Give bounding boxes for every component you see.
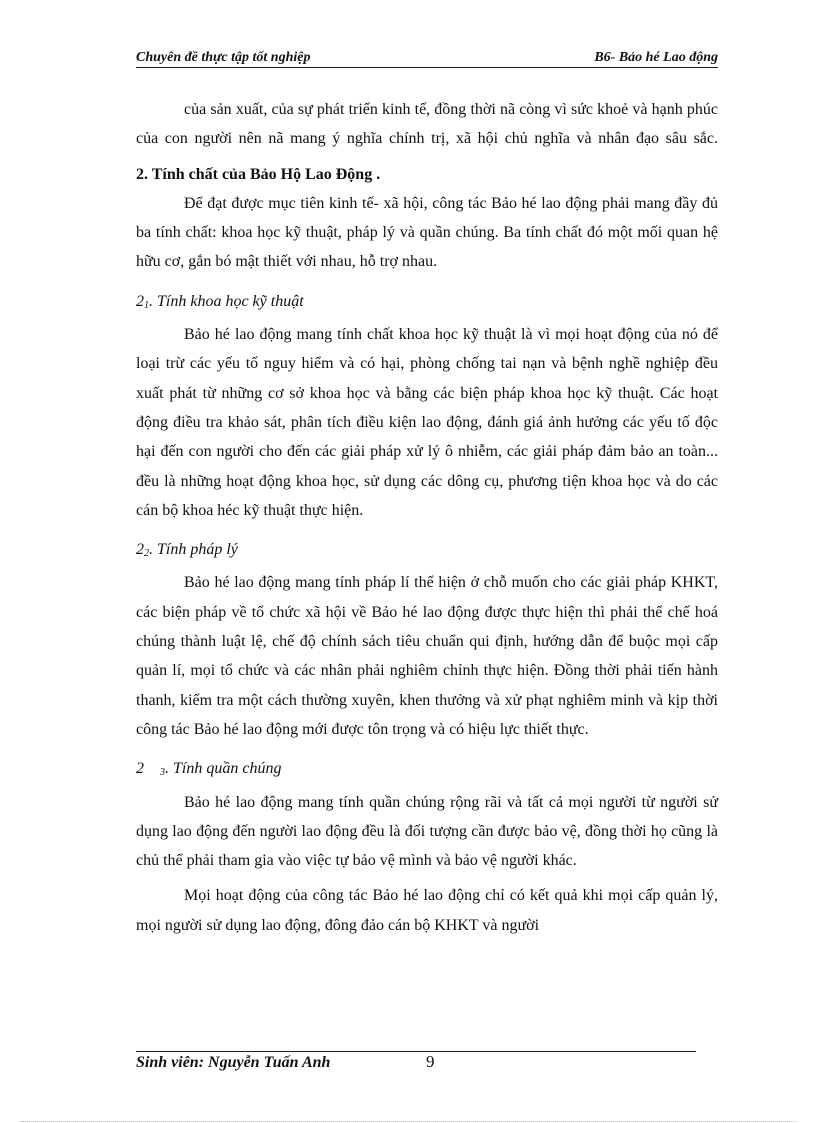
subsection-number: 2 <box>136 292 144 310</box>
subsection-paragraph-3b: Mọi hoạt động của công tác Bảo hé lao động chỉ có kết quả khi mọi cấp quản lý, mọi người sử dụng lao động, đông đảo cán bộ KHKT và người <box>136 887 718 934</box>
header-rule <box>136 67 718 68</box>
subsection-title: . Tính pháp lý <box>149 541 238 559</box>
section-paragraph: Để đạt được mục tiên kinh tế- xã hội, công tác Bảo hé lao động phải mang đầy đủ ba tính chất: khoa học kỹ thuật, pháp lý và quần chúng. Ba tính chất đó một mối quan hệ hữu cơ, gắn bó mật thiết với nhau, hỗ trợ nhau. <box>136 194 718 271</box>
subsection-paragraph-3a: Bảo hé lao động mang tính quần chúng rộng rãi và tất cả mọi người từ người sử dụng lao động đến người lao động đều là đối tượng cần được bảo vệ, đồng thời họ cũng là chủ thể phải tham gia vào việc tự bảo vệ mình và bảo vệ người khác. <box>136 793 718 870</box>
page-body <box>136 95 718 940</box>
header-section-title: B6- Bảo hé Lao động <box>594 50 718 65</box>
subsection-title: . Tính quần chúng <box>165 760 282 778</box>
subsection-subscript: 2 <box>144 548 149 560</box>
subsection-title: . Tính khoa học kỹ thuật <box>149 292 304 310</box>
subsection-heading-2 <box>136 535 718 568</box>
footer-rule <box>136 1051 696 1052</box>
subsection-paragraph-1: Bảo hé lao động mang tính chất khoa học kỹ thuật là vì mọi hoạt động của nó để loại trừ các yếu tố nguy hiểm và có hại, phòng chống tai nạn và bệnh nghề nghiệp đều xuất phát từ những cơ sở khoa học và bằng các biện pháp khoa học kỹ thuật. Các hoạt động điều tra khảo sát, phân tích điều kiện lao động, đánh giá ảnh hưởng các yếu tố độc hại đến con người cho đến các giải pháp xử lý ô nhiễm, các giải pháp đảm bảo an toàn... đều là những hoạt động khoa học, sử dụng các dông cụ, phương tiện khoa học và do các cán bộ khoa héc kỹ thuật thực hiện. <box>136 326 718 519</box>
subsection-subscript: 3 <box>160 767 165 779</box>
subsection-paragraph-2: Bảo hé lao động mang tính pháp lí thể hiện ở chỗ muốn cho các giải pháp KHKT, các biện pháp về tổ chức xã hội về Bảo hé lao động được thực hiện thì phải thể chế hoá chúng thành luật lệ, chế độ chính sách tiêu chuẩn qui định, hướng dẫn để buộc mọi cấp quản lí, mọi tổ chức và các nhân phải nghiêm chỉnh thực hiện. Đồng thời phải tiến hành thanh, kiểm tra một cách thường xuyên, khen thưởng và xử phạt nghiêm minh và kịp thời công tác Bảo hé lao động mới được tôn trọng và có hiệu lực thiết thực. <box>136 574 718 738</box>
section-heading: 2. Tính chất của Bảo Hộ Lao Động . <box>136 165 381 183</box>
intro-paragraph: của sản xuất, của sự phát triển kinh tế, đồng thời nã còng vì sức khoẻ và hạnh phúc của con người nên nã mang ý nghĩa chính trị, xã hội chủ nghĩa và nhân đạo sâu sắc. <box>136 101 718 148</box>
header-document-title: Chuyên đề thực tập tốt nghiệp <box>136 50 311 65</box>
subsection-subscript: 1 <box>144 299 149 311</box>
page-header <box>136 48 718 68</box>
footer-author: Sinh viên: Nguyễn Tuấn Anh <box>136 1054 331 1071</box>
page-number: 9 <box>426 1052 435 1071</box>
page-bottom-edge <box>20 1121 796 1122</box>
subsection-number: 2 <box>136 541 144 559</box>
subsection-number: 2 <box>136 760 144 778</box>
subsection-heading-1 <box>136 287 718 320</box>
subsection-heading-3 <box>136 754 718 787</box>
